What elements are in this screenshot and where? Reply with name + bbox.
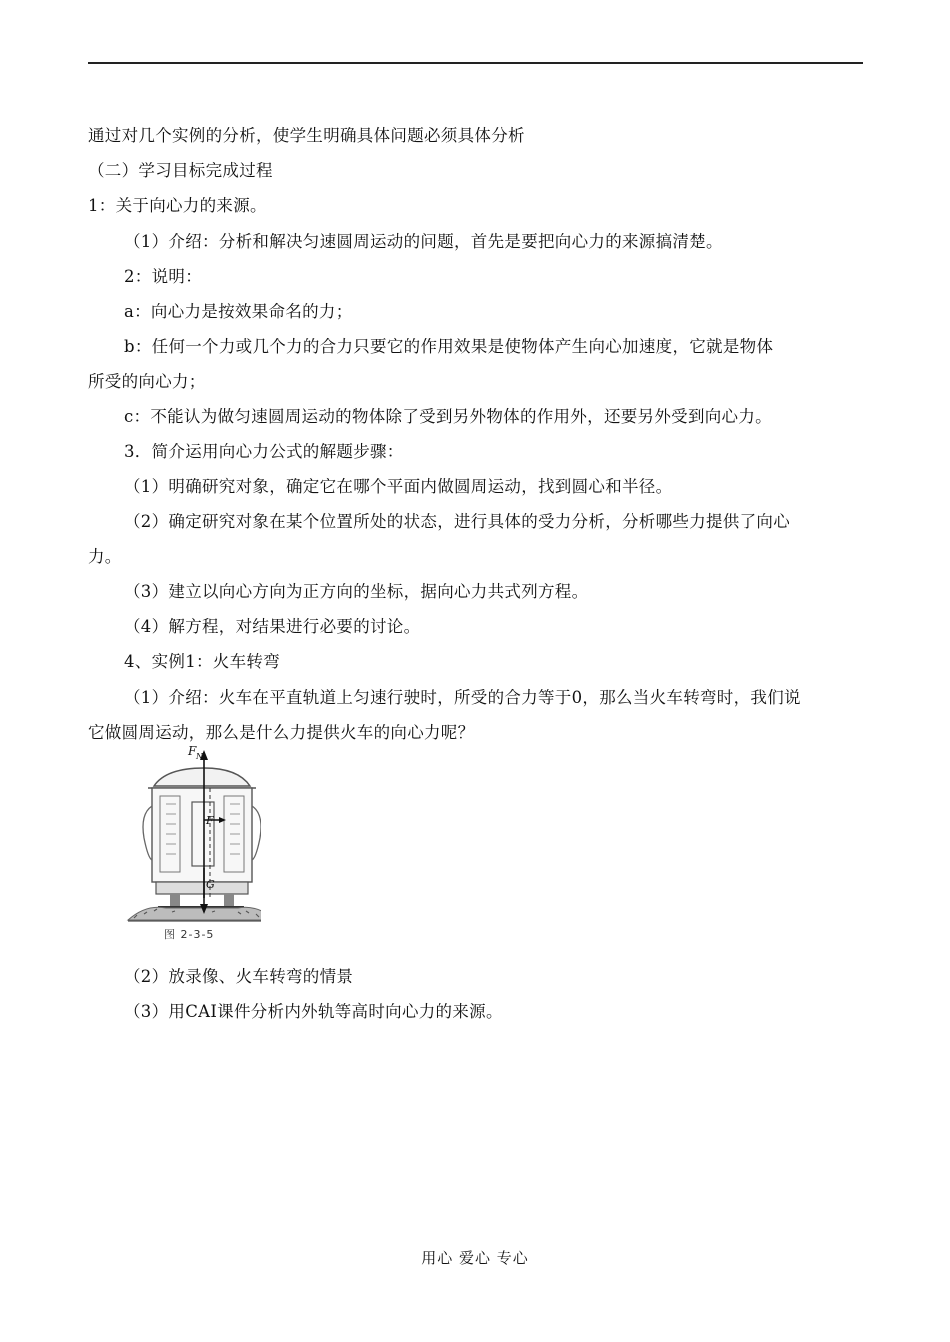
text-line: （1）明确研究对象，确定它在哪个平面内做圆周运动，找到圆心和半径。 — [124, 477, 673, 496]
train-force-diagram — [126, 744, 261, 943]
text-line: （1）介绍：火车在平直轨道上匀速行驶时，所受的合力等于0，那么当火车转弯时，我们说 — [124, 688, 801, 707]
text-line: 它做圆周运动，那么是什么力提供火车的向心力呢？ — [88, 723, 475, 742]
text-line: 所受的向心力； — [88, 372, 206, 391]
figure-caption: 图 2-3-5 — [164, 928, 215, 941]
text-line: 4、实例1：火车转弯 — [124, 652, 280, 671]
label-fn: F — [188, 744, 197, 758]
text-line: c：不能认为做匀速圆周运动的物体除了受到另外物体的作用外，还要另外受到向心力。 — [124, 407, 772, 426]
label-fn-sub: N — [196, 752, 203, 761]
text-line: 力。 — [88, 547, 122, 566]
text-line: （3）用CAI课件分析内外轨等高时向心力的来源。 — [124, 1002, 503, 1021]
text-line: 3．简介运用向心力公式的解题步骤： — [124, 442, 404, 461]
text-line: （1）介绍：分析和解决匀速圆周运动的问题，首先是要把向心力的来源搞清楚。 — [124, 232, 723, 251]
text-line: 1：关于向心力的来源。 — [88, 196, 267, 215]
header-rule — [88, 62, 863, 64]
section-heading: （二）学习目标完成过程 — [88, 161, 273, 180]
text-line: 2：说明： — [124, 267, 202, 286]
text-line: 通过对几个实例的分析，使学生明确具体问题必须具体分析 — [88, 126, 525, 145]
text-line: （2）确定研究对象在某个位置所处的状态，进行具体的受力分析，分析哪些力提供了向心 — [124, 512, 790, 531]
text-line: b：任何一个力或几个力的合力只要它的作用效果是使物体产生向心加速度，它就是物体 — [124, 337, 774, 356]
text-line: a：向心力是按效果命名的力； — [124, 302, 353, 321]
text-line: （4）解方程，对结果进行必要的讨论。 — [124, 617, 421, 636]
label-g: G — [206, 878, 215, 891]
text-line: （3）建立以向心方向为正方向的坐标，据向心力共式列方程。 — [124, 582, 589, 601]
page-footer: 用心 爱心 专心 — [421, 1249, 529, 1267]
text-line: （2）放录像、火车转弯的情景 — [124, 967, 354, 986]
label-f: F — [206, 814, 214, 827]
